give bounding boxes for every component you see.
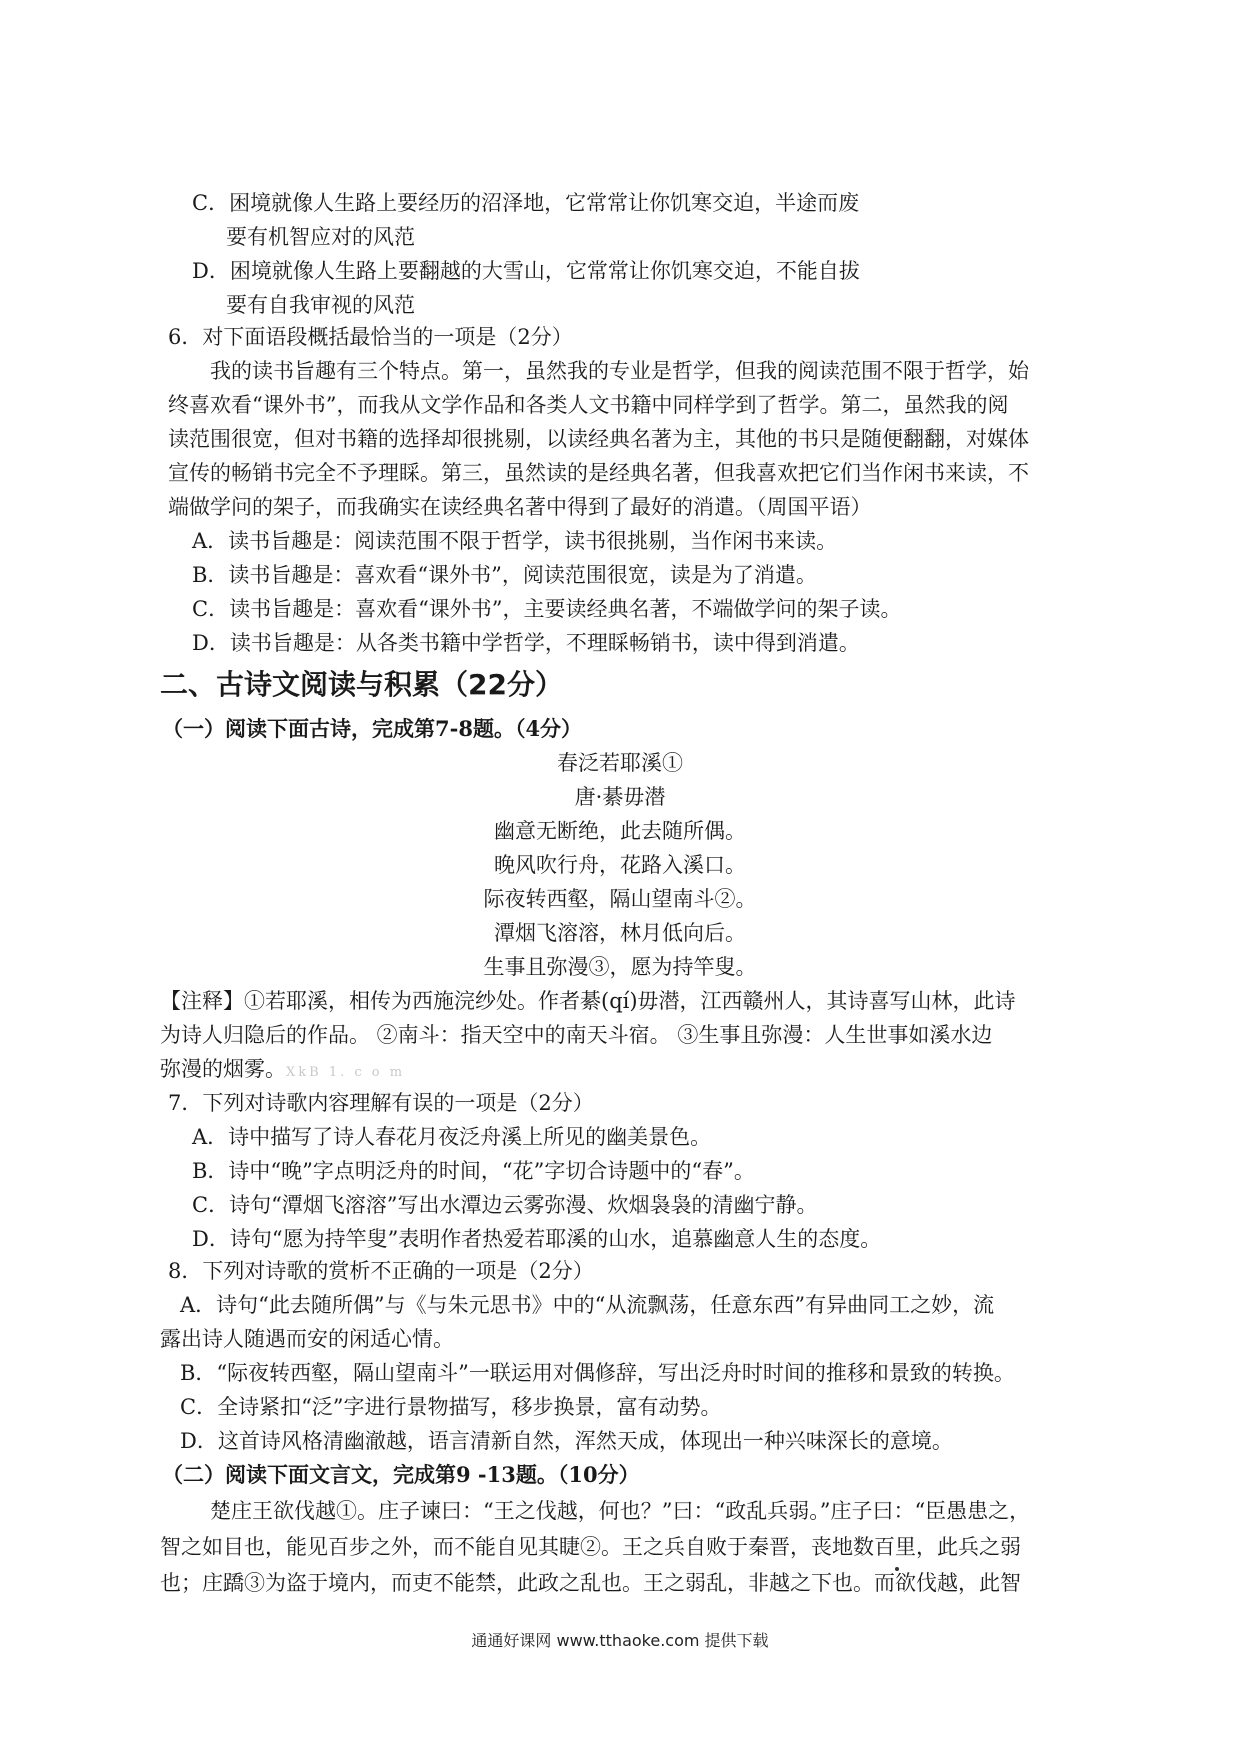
watermark: XkB 1. c o m: [286, 1065, 406, 1080]
q7-option-b: B．诗中“晚”字点明泛舟的时间，“花”字切合诗题中的“春”。: [192, 1159, 755, 1183]
q8-option-c: C．全诗紧扣“泛”字进行景物描写，移步换景，富有动势。: [180, 1395, 722, 1419]
section-title: 二、古诗文阅读与积累（22分）: [160, 668, 563, 701]
q8-option-b: B．“际夜转西壑，隔山望南斗”一联运用对偶修辞，写出泛舟时时间的推移和景致的转换。: [180, 1361, 1015, 1385]
q6-stem: 6．对下面语段概括最恰当的一项是（2分）: [168, 325, 573, 349]
q6-passage-line: 端做学问的架子，而我确实在读经典名著中得到了最好的消遣。（周国平语）: [168, 495, 872, 519]
part2-title: （二）阅读下面文言文，完成第9 -13题。（10分）: [162, 1462, 640, 1487]
poem-line: 际夜转西壑，隔山望南斗②。: [483, 887, 757, 911]
poem-line: 生事且弥漫③，愿为持竿叟。: [483, 955, 757, 979]
q8-stem: 8．下列对诗歌的赏析不正确的一项是（2分）: [168, 1259, 594, 1283]
prose-line: 也；庄蹻③为盗于境内，而吏不能禁，此政之乱也。王之弱乱，非越之下也。而欲伐越，此智: [160, 1571, 1021, 1595]
poem-notes-end: 弥漫的烟雾。: [160, 1057, 286, 1081]
poem-line: 晚风吹行舟，花路入溪口。: [494, 853, 746, 877]
poem-line: 幽意无断绝，此去随所偶。: [494, 819, 746, 843]
q5-option-c-line1: C．困境就像人生路上要经历的沼泽地，它常常让你饥寒交迫，半途而废: [192, 191, 860, 215]
q6-option-b: B．读书旨趣是：喜欢看“课外书”，阅读范围很宽，读是为了消遣。: [192, 563, 817, 587]
q5-option-d-line1: D．困境就像人生路上要翻越的大雪山，它常常让你饥寒交迫，不能自拔: [192, 259, 860, 283]
poem-notes-line: 【注释】①若耶溪，相传为西施浣纱处。作者綦(qí)毋潜，江西赣州人，其诗喜写山林，此诗: [160, 989, 1016, 1013]
part1-title: （一）阅读下面古诗，完成第7-8题。（4分）: [162, 716, 583, 741]
prose-line: 智之如目也，能见百步之外，而不能自见其睫②。王之兵自败于秦晋，丧地数百里，此兵之弱: [160, 1535, 1021, 1559]
q6-passage-line: 读范围很宽，但对书籍的选择却很挑剔，以读经典名著为主，其他的书只是随便翻翻，对媒体: [168, 427, 1029, 451]
poem-notes-line: [160, 1054, 405, 1088]
q6-option-d: D．读书旨趣是：从各类书籍中学哲学，不理睬畅销书，读中得到消遣。: [192, 631, 860, 655]
page-footer: 通通好课网 www.tthaoke.com 提供下载: [471, 1631, 769, 1650]
q7-option-d: D．诗句“愿为持竿叟”表明作者热爱若耶溪的山水，追慕幽意人生的态度。: [192, 1227, 882, 1251]
q8-option-a-line2: 露出诗人随遇而安的闲适心情。: [160, 1327, 454, 1351]
q8-option-a-line1: A．诗句“此去随所偶”与《与朱元思书》中的“从流飘荡，任意东西”有异曲同工之妙，流: [180, 1293, 995, 1317]
q7-stem: 7．下列对诗歌内容理解有误的一项是（2分）: [168, 1091, 594, 1115]
q6-passage-line: 我的读书旨趣有三个特点。第一，虽然我的专业是哲学，但我的阅读范围不限于哲学，始: [210, 359, 1029, 383]
poem-author: 唐·綦毋潜: [574, 785, 666, 809]
poem-notes-line: 为诗人归隐后的作品。 ②南斗：指天空中的南天斗宿。 ③生事且弥漫：人生世事如溪水边: [160, 1023, 993, 1047]
q6-option-c: C．读书旨趣是：喜欢看“课外书”，主要读经典名著，不端做学问的架子读。: [192, 597, 902, 621]
poem-line: 潭烟飞溶溶，林月低向后。: [494, 921, 746, 945]
q6-passage-line: 终喜欢看“课外书”，而我从文学作品和各类人文书籍中同样学到了哲学。第二，虽然我的阅: [168, 393, 1009, 417]
q6-passage-line: 宣传的畅销书完全不予理睬。第三，虽然读的是经典名著，但我喜欢把它们当作闲书来读，不: [168, 461, 1029, 485]
q7-option-c: C．诗句“潭烟飞溶溶”写出水潭边云雾弥漫、炊烟袅袅的清幽宁静。: [192, 1193, 818, 1217]
q5-option-d-line2: 要有自我审视的风范: [226, 293, 415, 317]
q8-option-d: D．这首诗风格清幽澈越，语言清新自然，浑然天成，体现出一种兴味深长的意境。: [180, 1429, 953, 1453]
q5-option-c-line2: 要有机智应对的风范: [226, 225, 415, 249]
q7-option-a: A．诗中描写了诗人春花月夜泛舟溪上所见的幽美景色。: [192, 1125, 712, 1149]
poem-title: 春泛若耶溪①: [557, 751, 683, 775]
prose-line: 楚庄王欲伐越①。庄子谏曰：“王之伐越，何也？”曰：“政乱兵弱。”庄子曰：“臣愚患之，: [210, 1499, 1031, 1523]
q6-option-a: A．读书旨趣是：阅读范围不限于哲学，读书很挑剔，当作闲书来读。: [192, 529, 838, 553]
